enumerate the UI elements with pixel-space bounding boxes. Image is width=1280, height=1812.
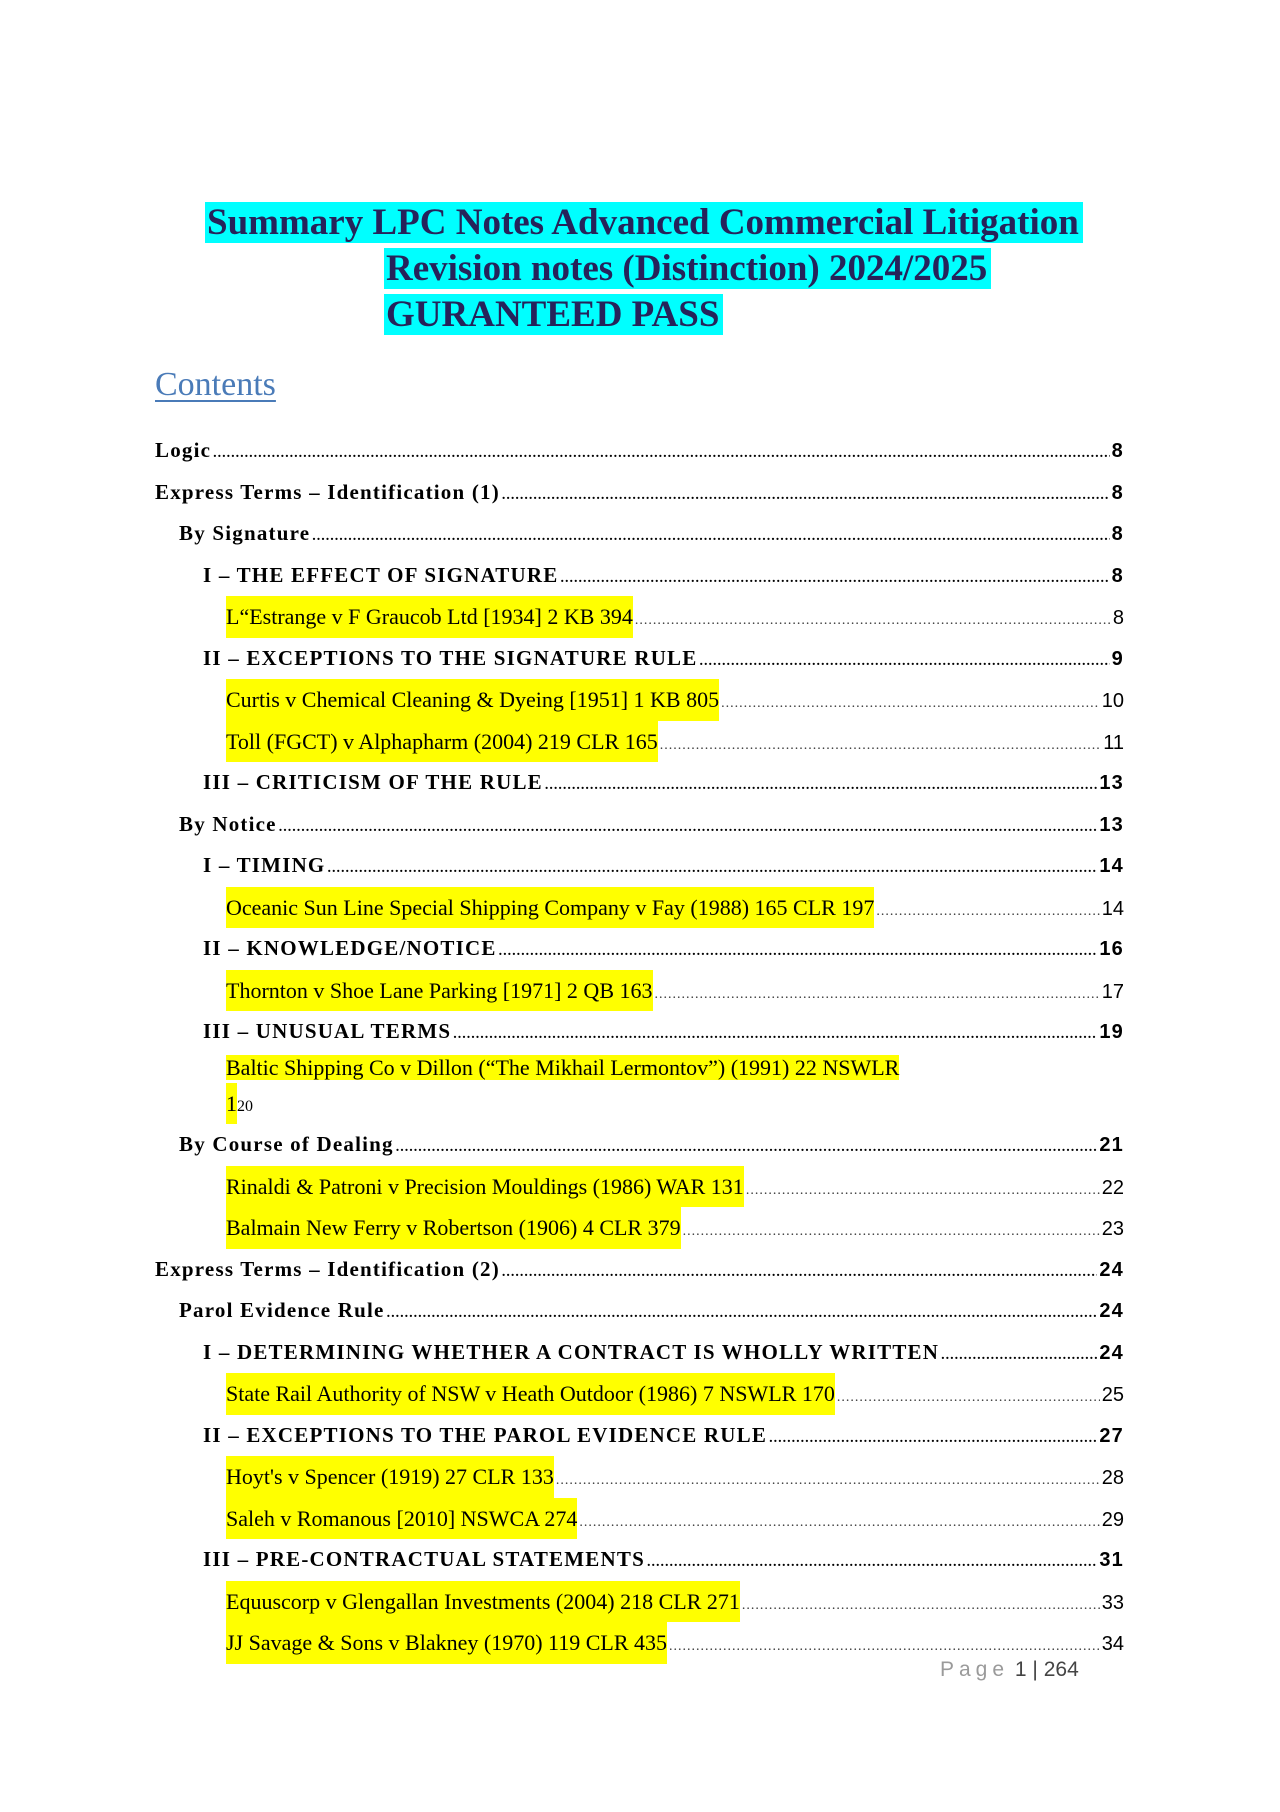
toc-entry-text: Parol Evidence Rule — [179, 1298, 385, 1322]
toc-entry-text: Express Terms – Identification (2) — [155, 1256, 500, 1281]
toc-entry-text: I – THE EFFECT OF SIGNATURE — [203, 562, 559, 587]
toc-page-number: 17 — [1101, 980, 1124, 1003]
toc-page-number: 14 — [1099, 855, 1124, 877]
dot-leader — [279, 807, 1098, 849]
toc-page-number: 8 — [1111, 523, 1124, 545]
dot-leader — [721, 683, 1100, 725]
toc-page-number: 16 — [1099, 938, 1124, 960]
document-title-line-3: GURANTEED PASS — [384, 293, 723, 337]
toc-page-number: 13 — [1099, 813, 1124, 836]
toc-entry-text: State Rail Authority of NSW v Heath Outdoor (1986) 7 NSWLR 170 — [226, 1373, 835, 1415]
toc-entry-text: Balmain New Ferry v Robertson (1906) 4 CLR 379 — [226, 1207, 681, 1249]
toc-entry[interactable] — [155, 845, 1124, 887]
dot-leader — [502, 475, 1110, 517]
toc-page-number: 28 — [1101, 1467, 1124, 1489]
dot-leader — [699, 641, 1109, 683]
toc-page-number: 34 — [1101, 1633, 1124, 1655]
toc-entry[interactable] — [155, 1373, 1124, 1415]
dot-leader — [312, 516, 1109, 558]
toc-entry-text: Baltic Shipping Co v Dillon (“The Mikhail Lermontov”) (1991) 22 NSWLR — [226, 1054, 900, 1080]
toc-entry[interactable] — [155, 887, 1124, 929]
dot-leader — [327, 848, 1097, 890]
toc-entry-text: By Course of Dealing — [179, 1132, 394, 1156]
toc-entry[interactable] — [155, 1498, 1124, 1540]
toc-entry[interactable] — [155, 721, 1124, 763]
toc-page-number: 24 — [1099, 1341, 1124, 1364]
toc-page-number: 14 — [1101, 897, 1124, 920]
page-label: Page — [940, 1658, 1010, 1681]
toc-entry-text: Equuscorp v Glengallan Investments (2004) 218 CLR 271 — [226, 1581, 740, 1623]
toc-entry-text: L“Estrange v F Graucob Ltd [1934] 2 KB 394 — [226, 596, 633, 638]
dot-leader — [579, 1502, 1099, 1544]
dot-leader — [396, 1127, 1098, 1169]
toc-entry[interactable] — [155, 1166, 1124, 1208]
page-separator: | — [1032, 1658, 1038, 1681]
toc-page-number: 10 — [1101, 690, 1124, 712]
toc-page-number: 21 — [1099, 1134, 1124, 1156]
dot-leader — [746, 1170, 1100, 1212]
toc-page-number: 22 — [1101, 1176, 1124, 1199]
page-footer — [940, 1658, 1079, 1682]
dot-leader — [387, 1293, 1098, 1335]
toc-entry-text: I – DETERMINING WHETHER A CONTRACT IS WHOLLY WRITTEN — [203, 1339, 940, 1364]
dot-leader — [560, 558, 1109, 600]
dot-leader — [683, 1211, 1100, 1253]
toc-page-number: 8 — [1111, 481, 1124, 504]
toc-entry[interactable] — [155, 513, 1124, 555]
toc-entry[interactable] — [155, 1249, 1124, 1291]
toc-entry-text-continued: 1 — [226, 1083, 237, 1125]
dot-leader — [837, 1377, 1100, 1419]
dot-leader — [742, 1585, 1100, 1627]
toc-entry-text: Thornton v Shoe Lane Parking [1971] 2 QB 163 — [226, 970, 653, 1012]
toc-entry[interactable] — [155, 472, 1124, 514]
toc-page-number: 19 — [1099, 1021, 1124, 1043]
dot-leader — [499, 931, 1098, 973]
toc-page-number: 8 — [1111, 564, 1124, 587]
toc-entry-text: By Signature — [179, 521, 311, 545]
toc-entry[interactable] — [155, 1581, 1124, 1623]
toc-entry[interactable] — [155, 1053, 1124, 1125]
document-title-line-2: Revision notes (Distinction) 2024/2025 — [384, 247, 991, 291]
toc-entry-text: Rinaldi & Patroni v Precision Mouldings (1986) WAR 131 — [226, 1166, 744, 1208]
toc-entry-text: Saleh v Romanous [2010] NSWCA 274 — [226, 1498, 577, 1540]
page-number: 1 — [1014, 1658, 1027, 1681]
dot-leader — [556, 1460, 1100, 1502]
toc-entry-text: III – UNUSUAL TERMS — [203, 1019, 452, 1043]
toc-page-number: 8 — [1111, 440, 1124, 462]
dot-leader — [876, 891, 1099, 933]
toc-entry-text: By Notice — [179, 811, 277, 836]
toc-entry[interactable] — [155, 1415, 1124, 1457]
toc-page-number: 23 — [1101, 1218, 1124, 1240]
toc-entry-text: Logic — [155, 438, 212, 462]
toc-entry[interactable] — [155, 1124, 1124, 1166]
toc-entry-text: Hoyt's v Spencer (1919) 27 CLR 133 — [226, 1456, 554, 1498]
toc-entry-text: III – PRE-CONTRACTUAL STATEMENTS — [203, 1547, 645, 1571]
contents-heading: Contents — [155, 366, 276, 403]
dot-leader — [655, 974, 1100, 1016]
toc-entry[interactable] — [155, 1456, 1124, 1498]
toc-entry-text: Curtis v Chemical Cleaning & Dyeing [1951] 1 KB 805 — [226, 679, 719, 721]
document-title-line-1: Summary LPC Notes Advanced Commercial Litigation — [205, 201, 1083, 245]
toc-entry[interactable] — [155, 679, 1124, 721]
toc-entry-text: JJ Savage & Sons v Blakney (1970) 119 CLR 435 — [226, 1622, 667, 1664]
toc-entry-text: II – EXCEPTIONS TO THE SIGNATURE RULE — [203, 645, 698, 670]
toc-entry-text: III – CRITICISM OF THE RULE — [203, 770, 543, 794]
toc-entry-text: Express Terms – Identification (1) — [155, 479, 500, 504]
dot-leader — [213, 433, 1110, 475]
toc-entry[interactable] — [155, 1207, 1124, 1249]
toc-page-number: 13 — [1099, 772, 1124, 794]
toc-entry-text: II – KNOWLEDGE/NOTICE — [203, 936, 497, 960]
total-pages: 264 — [1043, 1658, 1079, 1681]
toc-entry[interactable] — [155, 1332, 1124, 1374]
toc-entry[interactable] — [155, 1011, 1124, 1053]
toc-page-number: 9 — [1111, 647, 1124, 670]
toc-page-number: 29 — [1101, 1508, 1124, 1531]
dot-leader — [660, 725, 1102, 767]
table-of-contents — [155, 430, 1124, 1664]
toc-entry[interactable] — [155, 1290, 1124, 1332]
toc-entry[interactable] — [155, 762, 1124, 804]
toc-entry[interactable] — [155, 970, 1124, 1012]
toc-entry[interactable] — [155, 555, 1124, 597]
toc-page-number: 27 — [1099, 1424, 1124, 1447]
toc-page-number: 31 — [1099, 1549, 1124, 1571]
dot-leader — [769, 1418, 1097, 1460]
dot-leader — [502, 1252, 1097, 1294]
toc-page-number: 24 — [1099, 1300, 1124, 1322]
toc-page-number: 25 — [1101, 1384, 1124, 1406]
toc-entry-text: II – EXCEPTIONS TO THE PAROL EVIDENCE RULE — [203, 1422, 768, 1447]
toc-page-number: 8 — [1112, 607, 1124, 629]
toc-entry-text: Oceanic Sun Line Special Shipping Company v Fay (1988) 165 CLR 197 — [226, 887, 874, 929]
dot-leader — [647, 1542, 1097, 1584]
toc-entry[interactable] — [155, 430, 1124, 472]
toc-entry[interactable] — [155, 928, 1124, 970]
toc-page-number: 20 — [237, 1097, 253, 1115]
dot-leader — [635, 600, 1111, 642]
toc-entry-text: Toll (FGCT) v Alphapharm (2004) 219 CLR 165 — [226, 721, 658, 763]
dot-leader — [941, 1335, 1097, 1377]
dot-leader — [453, 1014, 1097, 1056]
toc-page-number: 33 — [1101, 1591, 1124, 1614]
toc-page-number: 11 — [1103, 731, 1124, 754]
toc-entry[interactable] — [155, 638, 1124, 680]
toc-entry[interactable] — [155, 1539, 1124, 1581]
dot-leader — [545, 765, 1097, 807]
toc-entry[interactable] — [155, 804, 1124, 846]
toc-page-number: 24 — [1099, 1258, 1124, 1281]
toc-entry-text: I – TIMING — [203, 853, 326, 877]
toc-entry[interactable] — [155, 596, 1124, 638]
